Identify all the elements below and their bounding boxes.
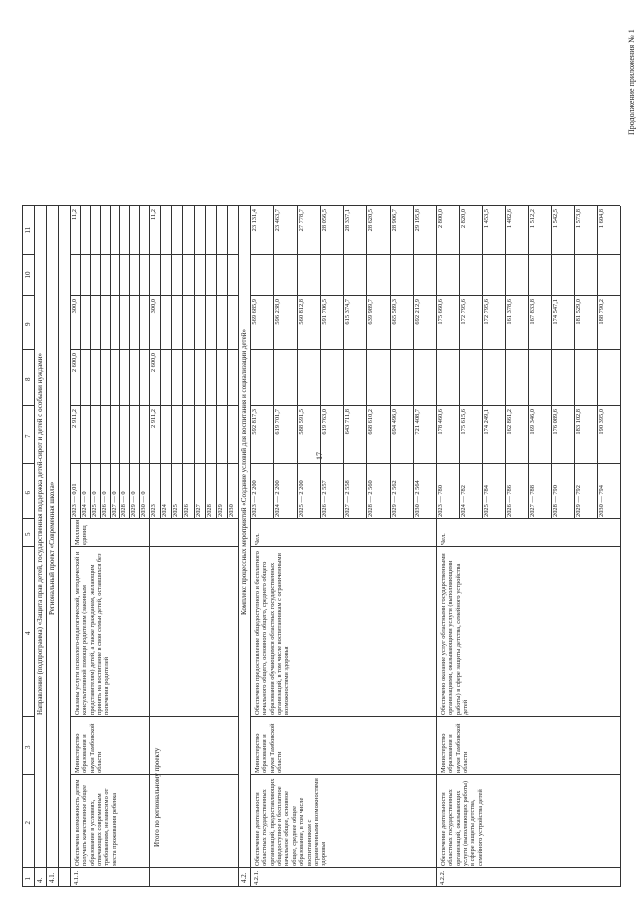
amount-cell: 2 820,0 (460, 209, 467, 229)
row-line (366, 206, 367, 519)
row-line (182, 206, 183, 519)
amount-cell: 2 600,0 (71, 353, 78, 373)
grid-line (238, 206, 239, 887)
amount-cell: 300,0 (71, 299, 78, 314)
amount-cell: 592 817,3 (251, 409, 258, 435)
amount-cell: 23 463,7 (274, 209, 282, 232)
grid-line (22, 405, 34, 406)
unit: Чел. (254, 533, 261, 545)
column-number-7: 7 (24, 434, 32, 438)
amount-cell: 172 795,6 (460, 299, 467, 325)
amount-cell: 596 238,0 (274, 299, 282, 325)
amount-cell: 28 056,5 (320, 209, 328, 232)
page-number: 17 (315, 452, 324, 460)
section-number: 4.2. (240, 872, 248, 883)
amount-cell: 569 685,9 (251, 299, 258, 325)
row-line (297, 206, 298, 519)
amount-cell: 1 512,2 (529, 209, 536, 229)
year-value: 2026 — 786 (506, 485, 513, 517)
year-value: 2025 (172, 504, 180, 517)
grid-line (250, 463, 620, 464)
row-line (119, 206, 120, 519)
executor: Министерство образования и науки Тамбовской области (74, 723, 104, 773)
amount-cell: 2 911,2 (71, 409, 78, 428)
row-number: 4.1.1. (73, 870, 80, 885)
unit: Чел. (440, 533, 447, 545)
row-line (205, 206, 206, 519)
amount-cell: 668 610,2 (367, 409, 375, 435)
amount-cell: 172 795,6 (483, 299, 490, 325)
row-line (129, 206, 130, 519)
row-line (482, 206, 483, 519)
grid-line (250, 518, 620, 519)
grid-line (34, 206, 35, 887)
amount-cell: 1 542,5 (552, 209, 559, 229)
grid-line (250, 349, 620, 350)
year-value: 2023 (150, 504, 157, 517)
year-value: 2029 — 792 (575, 485, 582, 517)
row-line (528, 206, 529, 519)
year-value: 2025 — 2 200 (297, 480, 305, 517)
amount-cell: 27 778,7 (297, 209, 305, 232)
grid-line (250, 774, 620, 775)
amount-cell: 643 711,8 (344, 409, 351, 435)
amount-cell: 174 547,1 (552, 299, 559, 325)
grid-line (22, 518, 34, 519)
amount-cell: 169 346,0 (529, 409, 536, 435)
amount-cell: 175 615,6 (460, 409, 467, 435)
amount-cell: 167 833,8 (529, 299, 536, 325)
amount-cell: 161 378,6 (506, 299, 513, 325)
grid-line (22, 546, 34, 547)
grid-line (70, 405, 238, 406)
amount-cell: 175 660,6 (437, 299, 444, 325)
year-value: 2027 — 788 (529, 485, 536, 517)
amount-cell: 190 395,0 (598, 409, 605, 435)
amount-cell: 692 212,9 (413, 299, 421, 325)
grid-line (70, 546, 238, 547)
year-value: 2025 — 784 (483, 485, 490, 517)
year-value: 2024 — 0 (80, 491, 88, 517)
section-number: 4.1. (48, 872, 56, 883)
amount-cell: 619 763,0 (320, 409, 328, 435)
row-line (459, 206, 460, 519)
grid-line (22, 463, 34, 464)
activity-name: Обеспечена возможность детям получать качественное общее образование в условиях, отвечающих современным требованиям, независимо от места проживания ребенка (74, 779, 118, 866)
column-number-4: 4 (24, 631, 32, 635)
amount-cell: 174 249,1 (483, 409, 490, 435)
amount-cell: 2 911,2 (150, 409, 157, 428)
amount-cell: 176 089,6 (552, 409, 559, 435)
amount-cell: 28 337,1 (344, 209, 351, 232)
row-line (110, 206, 111, 519)
grid-line (250, 254, 620, 255)
grid-line (22, 716, 34, 717)
row-line (227, 206, 228, 519)
row-line (160, 206, 161, 519)
year-value: 2027 — 2 558 (344, 480, 351, 517)
grid-line (22, 349, 34, 350)
grid-line (70, 349, 238, 350)
grid-line (250, 867, 620, 868)
result-indicator: Обеспечено предоставление общедоступного и бесплатного начального общего, основного общего, среднего общего образования обучающимся областных государственных организаций, в том числе воспитанникам с ограниченными возможностями здоровья (254, 551, 291, 715)
row-line (343, 206, 344, 519)
year-value: 2024 — 782 (460, 485, 467, 517)
table-side-border (22, 205, 620, 206)
grid-line (22, 867, 34, 868)
amount-cell: 28 620,5 (367, 209, 375, 232)
grid-line (34, 867, 250, 868)
row-line (194, 206, 195, 519)
grid-line (70, 463, 238, 464)
amount-cell: 11,2 (150, 209, 157, 220)
grid-line (22, 774, 34, 775)
amount-cell: 665 589,3 (390, 299, 398, 325)
year-value: 2027 — 0 (110, 491, 118, 517)
grid-line (22, 254, 34, 255)
row-number: 4.2.2. (439, 870, 446, 885)
row-line (80, 206, 81, 519)
year-value: 2030 — 794 (598, 485, 605, 517)
grid-line (250, 405, 620, 406)
row-line (551, 206, 552, 519)
amount-cell: 694 496,0 (390, 409, 398, 435)
amount-cell: 183 102,8 (575, 409, 582, 435)
year-value: 2028 — 0 (120, 491, 128, 517)
result-indicator: Обеспечено оказание услуг областными государственными организациями, оказывающими услуги (выполняющими работы) в сфере защиты детства, семейного устройства детей (440, 553, 470, 715)
year-value: 2029 (216, 504, 224, 517)
direction-title: Направление (подпрограмма) «Защита прав детей, государственная поддержка детей-сирот и детей с особыми нуждами» (36, 353, 44, 715)
amount-cell: 28 906,7 (390, 209, 398, 232)
year-value: 2029 — 2 562 (390, 480, 398, 517)
amount-cell: 11,2 (71, 209, 78, 220)
amount-cell: 181 529,0 (575, 299, 582, 325)
amount-cell: 300,0 (150, 299, 157, 314)
year-value: 2027 (194, 504, 202, 517)
row-line (90, 206, 91, 519)
section-title: Комплекс процессных мероприятий «Создание условий для воспитания и социализации детей» (240, 329, 248, 615)
column-number-8: 8 (24, 377, 32, 381)
result-indicator: Оказаны услуги психолого-педагогической, методической и консультативной помощи родителям (законным представителям) детей, а также гражданам, желающим принять на воспитание в свои семьи детей, оставшихся без попечения родителей (74, 551, 111, 715)
amount-cell: 1 573,8 (575, 209, 582, 229)
amount-cell: 588 591,5 (297, 409, 305, 435)
year-value: 2024 (161, 504, 169, 517)
row-line (216, 206, 217, 519)
row-line (574, 206, 575, 519)
grid-line (22, 295, 34, 296)
amount-cell: 1 604,8 (598, 209, 605, 229)
year-value: 2030 — 2 564 (413, 480, 421, 517)
executor: Министерство образования и науки Тамбовской области (440, 723, 470, 773)
row-line (413, 206, 414, 519)
row-line (273, 206, 274, 519)
row-line (390, 206, 391, 519)
row-line (505, 206, 506, 519)
year-value: 2025 — 0 (90, 491, 98, 517)
row-number: 4.2.1. (253, 870, 260, 885)
total-label: Итого по региональному проекту (153, 747, 161, 847)
year-value: 2029 — 0 (130, 491, 138, 517)
column-number-6: 6 (24, 491, 32, 495)
activity-name: Обеспечение деятельности областных государственных организаций, оказывающих услуги (выполняющих работы) в сфере защиты детства, семейного устройства детей (440, 780, 484, 866)
year-value: 2028 (205, 504, 213, 517)
amount-cell: 162 861,2 (506, 409, 513, 435)
amount-cell: 560 812,8 (297, 299, 305, 325)
year-value: 2023 — 780 (437, 485, 444, 517)
appendix-label: Продолжение приложения № 1 (627, 29, 636, 135)
grid-line (58, 206, 59, 887)
row-line (100, 206, 101, 519)
year-value: 2026 — 2 557 (320, 480, 328, 517)
grid-line (250, 546, 620, 547)
year-value: 2030 (227, 504, 235, 517)
grid-line (46, 206, 47, 887)
amount-cell: 2 800,0 (437, 209, 444, 229)
amount-cell: 639 989,7 (367, 299, 375, 325)
row-line (597, 206, 598, 519)
amount-cell: 29 195,8 (413, 209, 421, 232)
amount-cell: 23 131,4 (251, 209, 258, 232)
year-value: 2024 — 2 200 (274, 480, 282, 517)
direction-number: 4. (36, 877, 44, 883)
grid-line (70, 295, 238, 296)
grid-line (70, 254, 238, 255)
executor: Министерство образования и науки Тамбовской области (254, 723, 284, 773)
column-number-9: 9 (24, 322, 32, 326)
activity-name: Обеспечение деятельности областных государственных организаций, предоставляющих общедоступное и бесплатное начальное общее, основное общее, среднее общее образование, в том числе воспитанникам с ограниченными возможностями здоровья (254, 778, 328, 866)
table-side-border (22, 886, 620, 887)
grid-line (250, 295, 620, 296)
column-number-1: 1 (24, 877, 32, 881)
unit: Миллион единиц (74, 519, 89, 545)
column-number-3: 3 (24, 745, 32, 749)
amount-cell: 1 453,5 (483, 209, 490, 229)
amount-cell: 188 790,2 (598, 299, 605, 325)
section-title: Региональный проект «Современная школа» (48, 481, 56, 615)
column-number-11: 11 (24, 226, 32, 234)
amount-cell: 1 482,6 (506, 209, 513, 229)
column-number-5: 5 (24, 532, 32, 536)
year-value: 2026 (183, 504, 191, 517)
year-value: 2028 — 2 560 (367, 480, 375, 517)
amount-cell: 2 600,0 (150, 353, 157, 373)
grid-line (70, 518, 238, 519)
row-line (320, 206, 321, 519)
grid-line (250, 716, 620, 717)
year-value: 2028 — 790 (552, 485, 559, 517)
row-line (139, 206, 140, 519)
column-number-10: 10 (24, 271, 32, 279)
row-line (171, 206, 172, 519)
year-value: 2030 — 0 (140, 491, 148, 517)
year-value: 2026 — 0 (100, 491, 108, 517)
amount-cell: 619 701,7 (274, 409, 282, 435)
table-bottom-border (620, 206, 621, 887)
year-value: 2023 — 2 200 (251, 480, 258, 517)
amount-cell: 721 408,7 (413, 409, 421, 435)
amount-cell: 178 460,6 (437, 409, 444, 435)
column-number-2: 2 (24, 821, 32, 825)
amount-cell: 615 374,7 (344, 299, 351, 325)
year-value: 2023 — 0,01 (71, 483, 78, 517)
amount-cell: 591 706,5 (320, 299, 328, 325)
